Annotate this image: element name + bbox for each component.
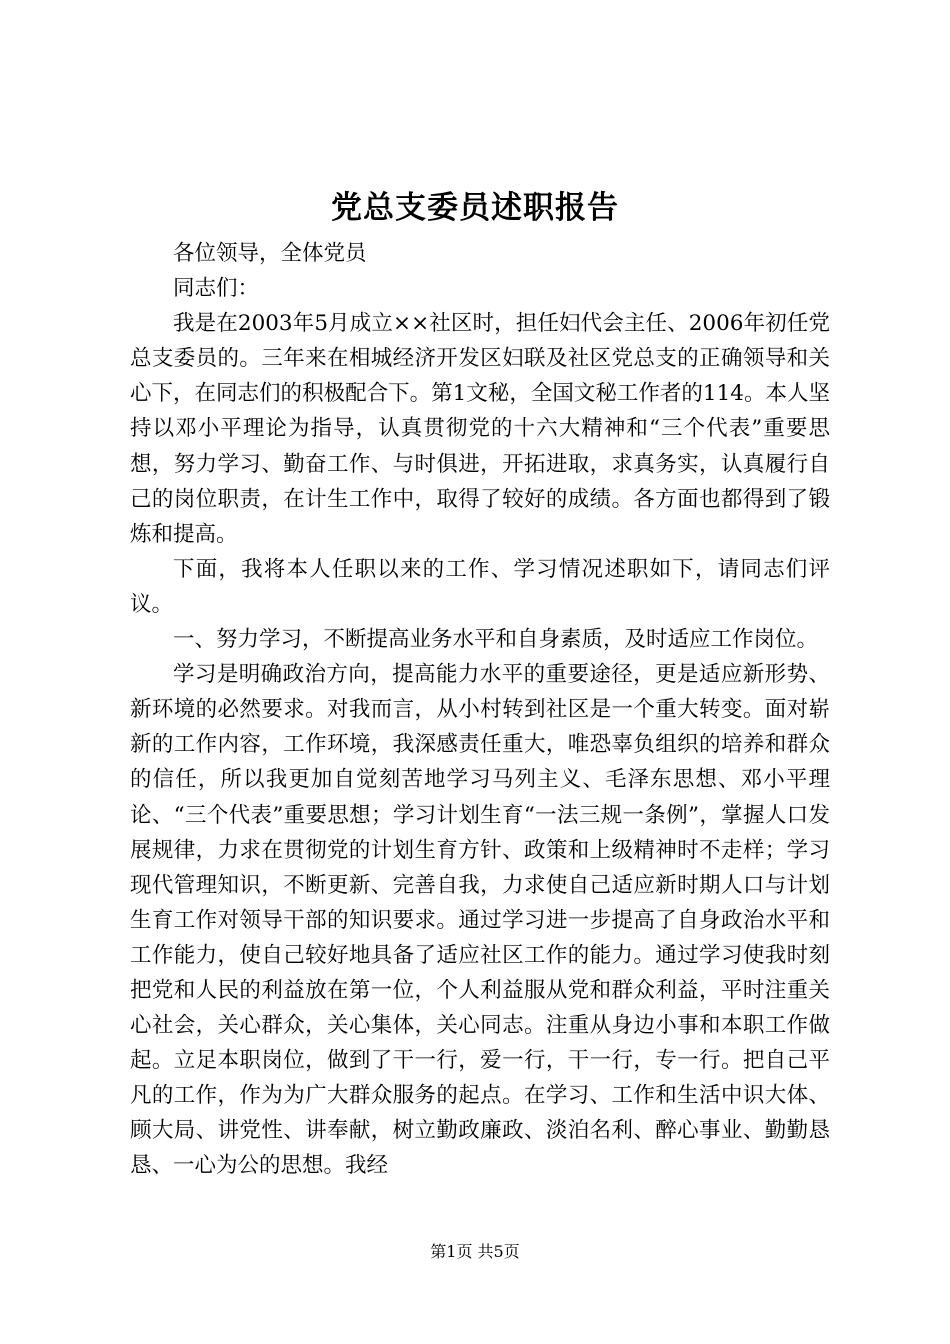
- body-paragraph: 我是在2003年5月成立××社区时，担任妇代会主任、2006年初任党总支委员的。三年来在相城经济开发区妇联及社区党总支的正确领导和关心下，在同志们的积极配合下。第1文秘，全国文秘工作者的114。本人坚持以邓小平理论为指导，认真贯彻党的十六大精神和“三个代表”重要思想，努力学习、勤奋工作、与时俱进，开拓进取，求真务实，认真履行自己的岗位职责，在计生工作中，取得了较好的成绩。各方面也都得到了锻炼和提高。: [130, 311, 830, 547]
- document-title: 党总支委员述职报告: [331, 190, 619, 226]
- body-paragraph: 下面，我将本人任职以来的工作、学习情况述职如下，请同志们评议。: [130, 556, 830, 617]
- salutation-line: 同志们：: [173, 276, 260, 302]
- salutation-line: 各位领导，全体党员: [173, 241, 367, 266]
- page-number: 第1页 共5页: [430, 1242, 520, 1261]
- body-paragraph: 学习是明确政治方向，提高能力水平的重要途径，更是适应新形势、新环境的必然要求。对我而言，从小村转到社区是一个重大转变。面对崭新的工作内容，工作环境，我深感责任重大，唯恐辜负组织的培养和群众的信任，所以我更加自觉刻苦地学习马列主义、毛泽东思想、邓小平理论、“三个代表”重要思想；学习计划生育“一法三规一条例”，掌握人口发展规律，力求在贯彻党的计划生育方针、政策和上级精神时不走样；学习现代管理知识，不断更新、完善自我，力求使自己适应新时期人口与计划生育工作对领导干部的知识要求。通过学习进一步提高了自身政治水平和工作能力，使自己较好地具备了适应社区工作的能力。通过学习使我时刻把党和人民的利益放在第一位，个人利益服从党和群众利益，平时注重关心社会，关心群众，关心集体，关心同志。注重从身边小事和本职工作做起。立足本职岗位，做到了干一行，爱一行，干一行，专一行。把自己平凡的工作，作为为广大群众服务的起点。在学习、工作和生活中识大体、顾大局、讲党性、讲奉献，树立勤政廉政、淡泊名利、醉心事业、勤勤恳恳、一心为公的思想。我经: [130, 662, 830, 1179]
- section-heading: 一、努力学习，不断提高业务水平和自身素质，及时适应工作岗位。: [173, 627, 819, 653]
- document-body: [130, 236, 830, 1184]
